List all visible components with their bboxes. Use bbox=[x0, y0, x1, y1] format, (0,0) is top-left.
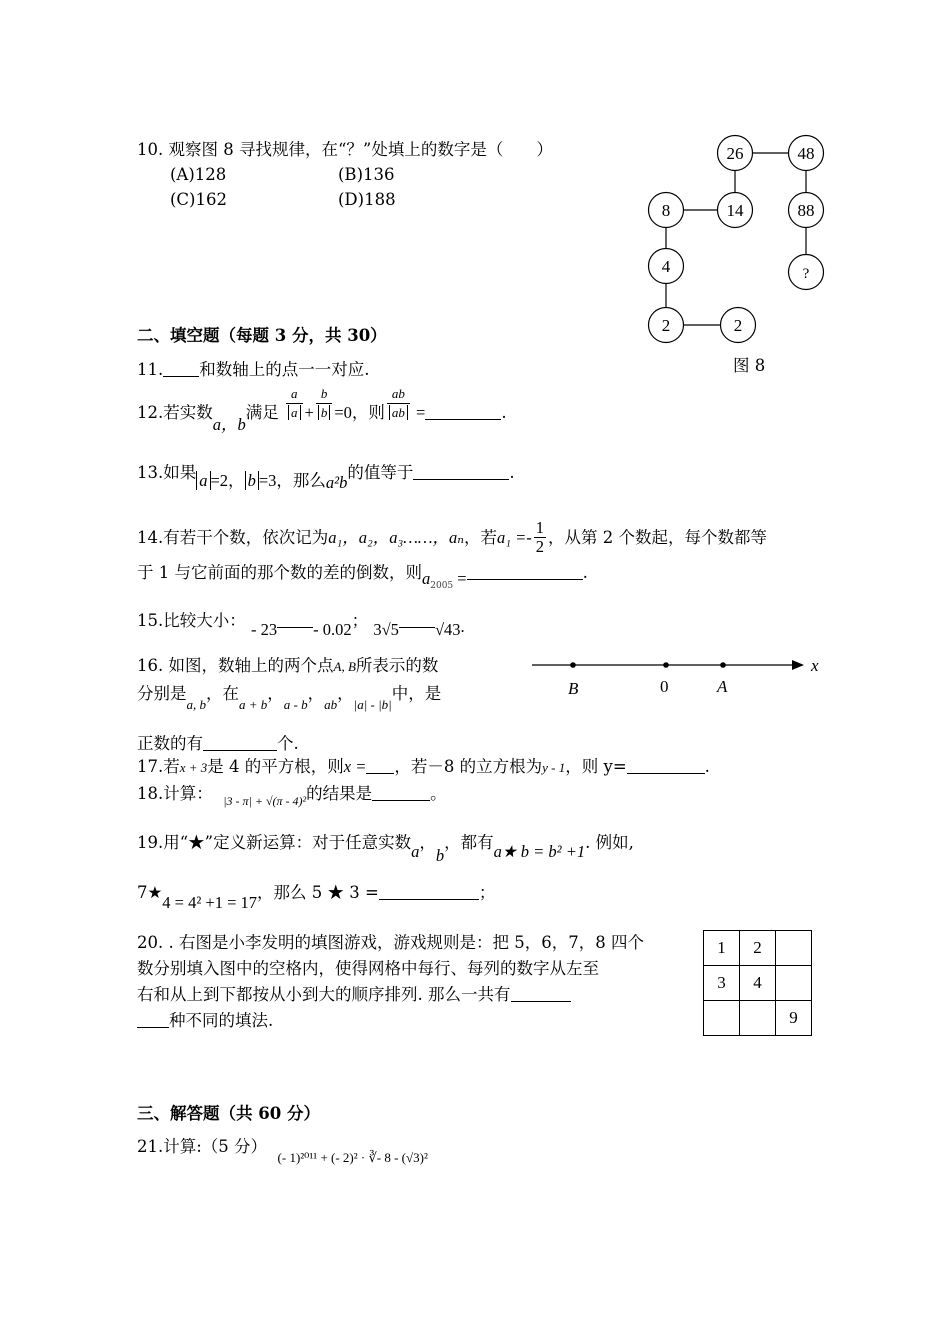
q17-x: x = bbox=[343, 757, 367, 776]
section-3-title: 三、解答题（共 60 分） bbox=[137, 1104, 320, 1123]
q14-seq: a₁，a₂，a₃……，aₙ bbox=[328, 528, 464, 547]
q14-cond: ，若 bbox=[464, 528, 497, 547]
grid-cell bbox=[776, 966, 812, 1001]
figure-node-48: 48 bbox=[797, 144, 815, 163]
q14-end: . bbox=[582, 563, 588, 582]
q15-expr2: - 0.02 bbox=[313, 620, 352, 639]
figure-node-4: 4 bbox=[661, 257, 671, 276]
grid-cell: 9 bbox=[776, 1001, 812, 1036]
q16-line2c: 中，是 bbox=[391, 684, 442, 703]
label-origin: 0 bbox=[660, 677, 669, 696]
q10-option-a: (A)128 bbox=[170, 165, 227, 184]
q13-expr: a²b bbox=[325, 473, 348, 492]
q11-text: 和数轴上的点一一对应. bbox=[199, 360, 370, 379]
q13-suffix: 的值等于 bbox=[347, 463, 414, 482]
q15 bbox=[137, 610, 465, 639]
q13-end: . bbox=[509, 463, 515, 482]
q21-expr: (- 1)²⁰¹¹ + (- 2)² · ∛- 8 - (√3)² bbox=[277, 1150, 428, 1165]
q14-a1: a₁ =- bbox=[497, 528, 532, 547]
q19-line1 bbox=[137, 832, 634, 865]
figure-node-14: 14 bbox=[726, 201, 744, 220]
q17-blank-y bbox=[627, 757, 705, 774]
label-a: A bbox=[717, 677, 728, 696]
q14-rest1: ，从第 2 个数起，每个数都等 bbox=[548, 528, 767, 547]
q12-frac-ab: $\frac{ab}{ab}$ bbox=[387, 385, 410, 422]
q10-option-c: (C)162 bbox=[170, 190, 227, 209]
number-line bbox=[528, 650, 828, 700]
q16-points: A, B bbox=[333, 659, 356, 674]
q21 bbox=[137, 1136, 428, 1165]
q19-sep: ， bbox=[419, 833, 436, 852]
q13 bbox=[137, 462, 515, 492]
q13-abs-a: a bbox=[196, 471, 210, 490]
q14-subscript: 2005 bbox=[430, 581, 454, 591]
q20-line4 bbox=[137, 1010, 273, 1032]
q11-number: 11. bbox=[137, 360, 164, 379]
q19-b: b bbox=[435, 846, 445, 865]
q11-blank bbox=[163, 360, 199, 377]
point-origin-dot bbox=[663, 662, 669, 668]
q20-line4: 种不同的填法. bbox=[169, 1011, 274, 1030]
q19-definition: a★ b = b² +1 bbox=[493, 842, 586, 861]
q16-blank bbox=[203, 734, 277, 751]
q20-fill-grid bbox=[703, 930, 812, 1036]
q17-end: . bbox=[704, 757, 710, 776]
q16-expr-sum: a + b bbox=[239, 697, 268, 712]
q16-expr-absdiff: |a| - |b| bbox=[353, 697, 392, 712]
q16-line2b: ，在 bbox=[206, 684, 239, 703]
q20-line3: 右和从上到下都按从小到大的顺序排列. 那么一共有 bbox=[137, 985, 511, 1004]
figure-node-8: 8 bbox=[661, 201, 671, 220]
q13-abs-b: b bbox=[245, 471, 259, 490]
q19-line2 bbox=[137, 882, 496, 912]
q14-line1 bbox=[137, 520, 767, 557]
q12-frac-b: $\frac{b}{b}$ bbox=[316, 385, 333, 422]
q17-mid: 是 4 的平方根，则 bbox=[207, 757, 344, 776]
grid-cell bbox=[704, 1001, 740, 1036]
q16-line1b: 所表示的数 bbox=[355, 656, 439, 675]
label-b: B bbox=[568, 679, 579, 698]
figure-8-caption: 图 8 bbox=[733, 356, 766, 375]
q16-line2: 分别是$_{a, b}$，在$_{a + b}$，$_{a - b}$，$_{ab}$，$_{|a| - |b|}$中，是 bbox=[137, 684, 442, 712]
q16-expr-diff: a - b bbox=[283, 697, 308, 712]
grid-cell bbox=[740, 1001, 776, 1036]
figure-node-unknown: ? bbox=[802, 266, 810, 282]
q16-line3: 正数的有 bbox=[137, 734, 203, 753]
q18-blank bbox=[372, 784, 430, 801]
grid-cell bbox=[776, 931, 812, 966]
q20-line1: 20. . 右图是小李发明的填图游戏，游戏规则是：把 5，6，7，8 四个 bbox=[137, 933, 644, 952]
q15-sep: ； bbox=[351, 611, 369, 630]
section-2-title: 二、填空题（每题 3 分，共 30） bbox=[137, 326, 387, 345]
q16-line3b: 个. bbox=[277, 734, 299, 753]
q15-blank1 bbox=[277, 617, 313, 628]
figure-node-2a: 2 bbox=[661, 316, 671, 335]
point-b-dot bbox=[570, 662, 576, 668]
q12-vars: a，b bbox=[212, 415, 246, 434]
q13-a-eq: =2， bbox=[210, 471, 245, 490]
q18-end: 。 bbox=[430, 784, 447, 803]
q19-a: a bbox=[411, 842, 420, 861]
q15-prefix: 15.比较大小： bbox=[137, 611, 246, 630]
q19-end: . 例如, bbox=[585, 833, 634, 852]
q15-expr1: - 23 bbox=[251, 620, 278, 639]
q14-blank bbox=[467, 563, 583, 580]
q15-expr4: √43 bbox=[434, 620, 461, 639]
q17-expr2: y - 1 bbox=[542, 760, 566, 775]
q14-prefix: 14.有若干个数，依次记为 bbox=[137, 528, 329, 547]
q19-line2a: 7★ bbox=[137, 883, 163, 902]
q18-prefix: 18.计算： bbox=[137, 784, 213, 803]
q12-end: . bbox=[501, 403, 507, 422]
q12-eq0: =0，则 bbox=[334, 403, 385, 422]
q17-blank-x bbox=[366, 757, 394, 774]
q13-prefix: 13.如果 bbox=[137, 463, 197, 482]
q12-mid: 满足 bbox=[245, 403, 279, 422]
q12-prefix: 12.若实数 bbox=[137, 403, 213, 422]
q14-fraction: $\frac{1}{2}$ bbox=[535, 518, 544, 556]
q16-line3 bbox=[137, 733, 299, 755]
q17-mid3: ，则 y= bbox=[565, 757, 627, 776]
q17-expr1: x + 3 bbox=[179, 760, 208, 775]
q10-option-d: (D)188 bbox=[338, 190, 396, 209]
figure-node-2b: 2 bbox=[733, 316, 743, 335]
q15-end: . bbox=[460, 617, 465, 636]
point-a-dot bbox=[720, 662, 726, 668]
label-x: x bbox=[811, 656, 819, 675]
q14-rest2: 于 1 与它前面的那个数的差的倒数，则 bbox=[137, 563, 422, 582]
grid-cell: 4 bbox=[740, 966, 776, 1001]
q21-prefix: 21.计算:（5 分） bbox=[137, 1137, 268, 1156]
q13-b-eq: =3，那么 bbox=[258, 471, 326, 490]
q10-option-b: (B)136 bbox=[338, 165, 395, 184]
q10-stem: 10. 观察图 8 寻找规律，在“？”处填上的数字是（ ） bbox=[137, 140, 553, 159]
q19-mid: ，都有 bbox=[444, 833, 494, 852]
q12-frac-a: $\frac{a}{a}$ bbox=[286, 385, 303, 422]
q20-blank-b bbox=[137, 1011, 169, 1028]
q18 bbox=[137, 783, 447, 806]
grid-cell: 3 bbox=[704, 966, 740, 1001]
figure-8-pattern-diagram bbox=[640, 130, 840, 380]
q16-line1 bbox=[137, 655, 438, 678]
q18-expr: |3 - π| + √(π - 4)² bbox=[223, 794, 307, 808]
q19-line2b: ，那么 5 ★ 3 = bbox=[257, 883, 379, 902]
q19-example: 4 = 4² +1 = 17 bbox=[162, 893, 258, 912]
q17-prefix: 17.若 bbox=[137, 757, 180, 776]
q20-line2: 数分别填入图中的空格内，使得网格中每行、每列的数字从左至 bbox=[137, 959, 599, 978]
q20-line3 bbox=[137, 984, 571, 1006]
q14-line2: 于 1 与它前面的那个数的差的倒数，则$a_{2005}$ = . bbox=[137, 563, 588, 591]
q18-suffix: 的结果是 bbox=[306, 784, 373, 803]
q19-line2c: ； bbox=[478, 883, 496, 902]
q16-expr-prod: ab bbox=[324, 697, 338, 712]
grid-cell: 1 bbox=[704, 931, 740, 966]
q12: 12.若实数a，b满足 $\frac{a}{a}$ + $\frac{b}{b}$ =0，则 $\frac{ab}{ab}$ = . bbox=[137, 386, 507, 434]
figure-node-88: 88 bbox=[797, 201, 815, 220]
q11 bbox=[137, 359, 370, 381]
q12-blank bbox=[425, 403, 501, 420]
q15-blank2 bbox=[399, 617, 435, 628]
grid-cell: 2 bbox=[740, 931, 776, 966]
q17-mid2: ，若－8 的立方根为 bbox=[394, 757, 543, 776]
q16-line2: 分别是 bbox=[137, 684, 187, 703]
q19-blank bbox=[379, 883, 479, 900]
q19-line1: 19.用“★”定义新运算：对于任意实数 bbox=[137, 833, 412, 852]
q17 bbox=[137, 756, 710, 779]
figure-node-26: 26 bbox=[726, 144, 744, 163]
q16-ab: a, b bbox=[186, 697, 206, 712]
q13-blank bbox=[413, 463, 509, 480]
q16-line1: 16. 如图，数轴上的两个点 bbox=[137, 656, 334, 675]
q20-blank-a bbox=[511, 985, 571, 1002]
q15-expr3: 3√5 bbox=[373, 620, 399, 639]
